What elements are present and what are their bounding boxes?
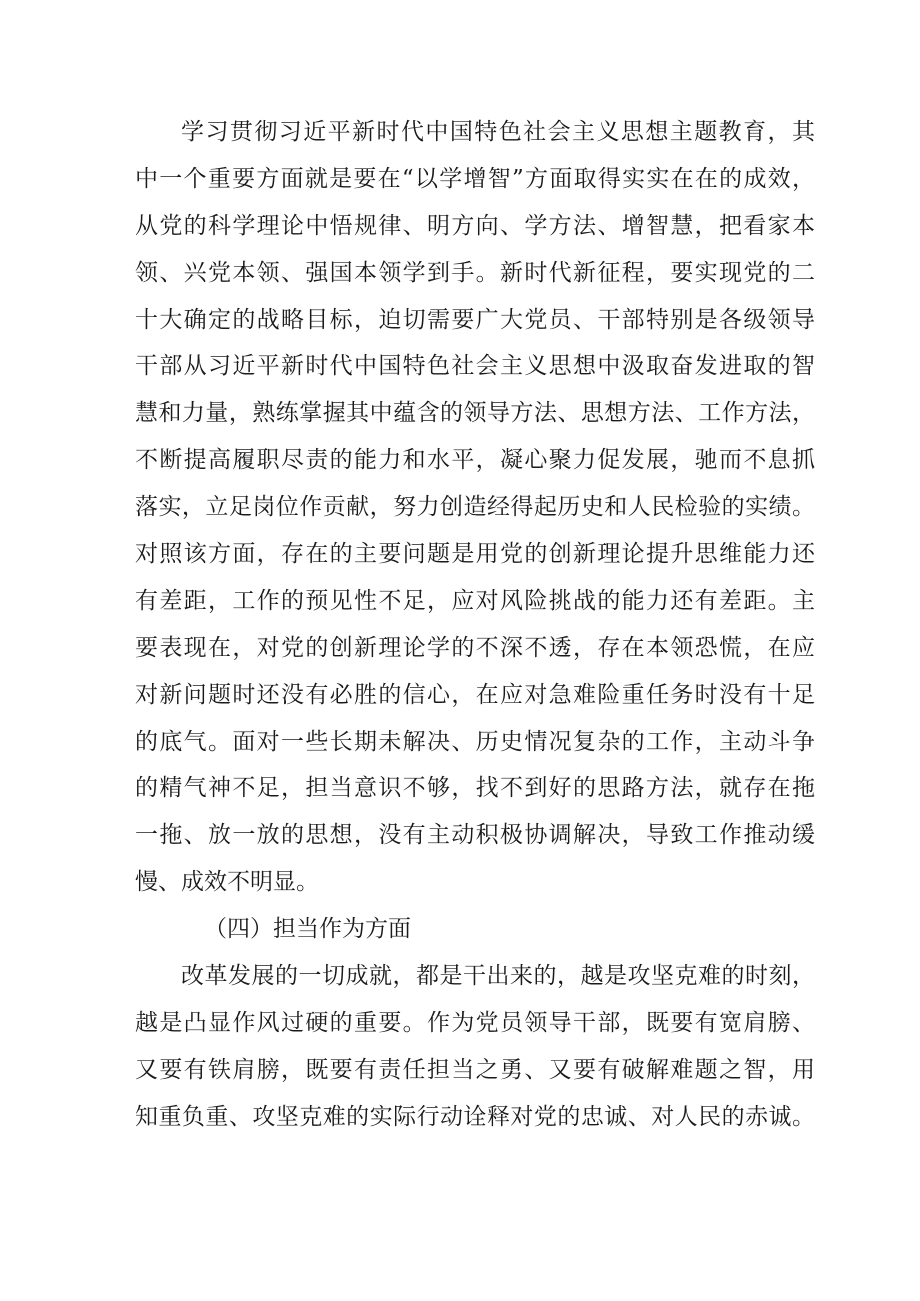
paragraph-line: 十大确定的战略目标，迫切需要广大党员、干部特别是各级领导	[135, 306, 815, 333]
section-heading: （四）担当作为方面	[204, 916, 411, 943]
paragraph-line: 又要有铁肩膀，既要有责任担当之勇、又要有破解难题之智，用	[135, 1056, 815, 1083]
paragraph-line: 越是凸显作风过硬的重要。作为党员领导干部，既要有宽肩膀、	[135, 1009, 815, 1036]
paragraph-line: 有差距，工作的预见性不足，应对风险挑战的能力还有差距。主	[135, 587, 815, 614]
paragraph-line: 从党的科学理论中悟规律、明方向、学方法、增智慧，把看家本	[135, 212, 815, 239]
paragraph-line: 的精气神不足，担当意识不够，找不到好的思路方法，就存在拖	[135, 775, 815, 802]
paragraph-line: 知重负重、攻坚克难的实际行动诠释对党的忠诚、对人民的赤诚。	[135, 1103, 815, 1130]
paragraph-line: 慧和力量，熟练掌握其中蕴含的领导方法、思想方法、工作方法，	[135, 400, 815, 427]
document-body	[135, 109, 815, 1141]
paragraph-line: 不断提高履职尽责的能力和水平，凝心聚力促发展，驰而不息抓	[135, 447, 815, 474]
paragraph-line: 一拖、放一放的思想，没有主动积极协调解决，导致工作推动缓	[135, 822, 815, 849]
paragraph-line: 要表现在，对党的创新理论学的不深不透，存在本领恐慌，在应	[135, 634, 815, 661]
paragraph-line: 的底气。面对一些长期未解决、历史情况复杂的工作，主动斗争	[135, 728, 815, 755]
paragraph-line: 慢、成效不明显。	[135, 869, 319, 896]
paragraph-line: 中一个重要方面就是要在“以学增智”方面取得实实在在的成效，	[135, 165, 815, 192]
paragraph-line: 领、兴党本领、强国本领学到手。新时代新征程，要实现党的二	[135, 259, 815, 286]
paragraph-line: 学习贯彻习近平新时代中国特色社会主义思想主题教育，其	[181, 119, 815, 145]
paragraph-line: 落实，立足岗位作贡献，努力创造经得起历史和人民检验的实绩。	[135, 494, 815, 521]
paragraph-line: 改革发展的一切成就，都是干出来的，越是攻坚克难的时刻，	[181, 963, 815, 990]
paragraph-line: 干部从习近平新时代中国特色社会主义思想中汲取奋发进取的智	[135, 353, 815, 380]
paragraph-line: 对新问题时还没有必胜的信心，在应对急难险重任务时没有十足	[135, 681, 815, 708]
paragraph-line: 对照该方面，存在的主要问题是用党的创新理论提升思维能力还	[135, 541, 815, 568]
